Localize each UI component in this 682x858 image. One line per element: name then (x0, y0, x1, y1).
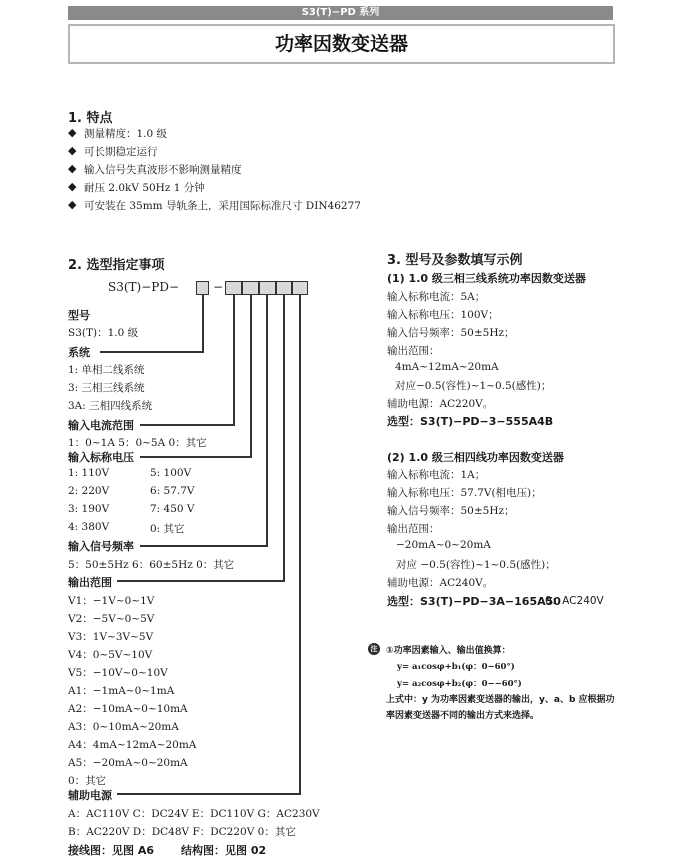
code-box-output (276, 281, 292, 295)
list-item: 0: 其它 (150, 523, 185, 535)
type-label: 型号 (68, 309, 90, 322)
note-formula-2: y= a₂cosφ+b₂(φ：0−−60°) (397, 679, 522, 689)
list-item: 可长期稳定运行 (84, 146, 158, 158)
list-item: 3: 三相三线系统 (68, 382, 145, 394)
note-line-1: ①功率因素输入、输出值换算： (386, 646, 511, 656)
aux-line-2: B：AC220V D：DC48V F：DC220V 0：其它 (68, 826, 296, 838)
list-item: A3：0~10mA~20mA (68, 721, 179, 733)
list-item: 输入标称电压：100V； (387, 309, 499, 321)
list-item: 输入标称电流：5A； (387, 291, 486, 303)
example-1-model: 选型：S3(T)−PD−3−555A4B (387, 415, 554, 428)
example-2-title: (2) 1.0 级三相四线功率因数变送器 (387, 451, 564, 464)
list-item: 3: 190V (68, 503, 110, 515)
list-item: 7: 450 V (150, 503, 195, 515)
code-box-frequency (259, 281, 276, 295)
list-item: 输出范围： (387, 345, 440, 357)
example-2-model: 选型：S3(T)−PD−3A−165A50 (387, 595, 561, 608)
aux-line-1: A：AC110V C：DC24V E：DC110V G：AC230V (68, 808, 320, 820)
features-heading: 1. 特点 (68, 111, 113, 126)
list-item: 4mA~12mA~20mA (395, 361, 499, 373)
features-bullet-icon: ◆ (68, 180, 77, 193)
list-item: 耐压 2.0kV 50Hz 1 分钟 (84, 182, 205, 194)
list-item: 可安装在 35mm 导轨条上，采用国际标准尺寸 DIN46277 (84, 200, 361, 212)
features-bullet-icon: ◆ (68, 126, 77, 139)
structure-diagram-ref: 结构图：见图 02 (181, 844, 267, 857)
model-code: S3(T)−PD− (108, 280, 180, 294)
list-item: V5：−10V~0~10V (68, 667, 168, 679)
list-item: A5：−20mA~0~20mA (68, 757, 188, 769)
list-item: A1：−1mA~0~1mA (68, 685, 175, 697)
list-item: 输出范围： (387, 523, 440, 535)
wiring-diagram-ref: 接线图：见图 A6 (68, 844, 154, 857)
list-item: 1: 110V (68, 467, 110, 479)
list-item: 4: 380V (68, 521, 110, 533)
list-item: 6: 57.7V (150, 485, 195, 497)
note-line-2: 上式中：y 为功率因素变送器的输出，y、a、b 应根据功 (386, 695, 615, 705)
code-box-voltage (242, 281, 259, 295)
list-item: V3：1V~3V~5V (68, 631, 154, 643)
voltage-label: 输入标称电压 (68, 451, 134, 464)
code-box-system (196, 281, 209, 295)
features-bullet-icon: ◆ (68, 162, 77, 175)
list-item: V1：−1V~0~1V (68, 595, 155, 607)
model-dash: − (213, 280, 224, 294)
page-title: 功率因数变送器 (68, 24, 615, 64)
list-item: 输入信号频率：50±5Hz； (387, 327, 515, 339)
frequency-value: 5：50±5Hz 6：60±5Hz 0：其它 (68, 559, 235, 571)
list-item: V2：−5V~0~5V (68, 613, 155, 625)
features-bullet-icon: ◆ (68, 144, 77, 157)
list-item: 输入信号频率：50±5Hz； (387, 505, 515, 517)
series-banner: S3(T)−PD 系列 (68, 6, 613, 20)
current-value: 1：0~1A 5：0~5A 0：其它 (68, 437, 207, 449)
list-item: 输入标称电流：1A； (387, 469, 486, 481)
example-2-model-suffix: 0：AC240V (545, 595, 604, 607)
note-badge: 注 (368, 643, 380, 655)
note-line-3: 率因素变送器不同的输出方式来选择。 (386, 711, 540, 721)
code-box-aux (292, 281, 308, 295)
frequency-label: 输入信号频率 (68, 540, 134, 553)
example-1-title: (1) 1.0 级三相三线系统功率因数变送器 (387, 272, 586, 285)
list-item: 3A: 三相四线系统 (68, 400, 153, 412)
list-item: −20mA~0~20mA (396, 539, 491, 551)
list-item: 对应−0.5(容性)~1~0.5(感性)； (395, 380, 552, 392)
list-item: 输入标称电压：57.7V(相电压)； (387, 487, 542, 499)
list-item: 1: 单相二线系统 (68, 364, 145, 376)
current-label: 输入电流范围 (68, 419, 134, 432)
list-item: 测量精度：1.0 级 (84, 128, 168, 140)
list-item: 辅助电源：AC220V。 (387, 398, 494, 410)
system-label: 系统 (68, 346, 90, 359)
list-item: 5: 100V (150, 467, 192, 479)
list-item: 辅助电源：AC240V。 (387, 577, 494, 589)
type-value: S3(T)：1.0 级 (68, 327, 139, 339)
features-bullet-icon: ◆ (68, 198, 77, 211)
list-item: V4：0~5V~10V (68, 649, 153, 661)
examples-heading: 3. 型号及参数填写示例 (387, 253, 523, 268)
list-item: 输入信号失真波形不影响测量精度 (84, 164, 242, 176)
list-item: 2: 220V (68, 485, 110, 497)
list-item: A4：4mA~12mA~20mA (68, 739, 197, 751)
list-item: 0：其它 (68, 775, 107, 787)
note-formula-1: y= a₁cosφ+b₁(φ：0−60°) (397, 662, 515, 672)
list-item: 对应 −0.5(容性)~1~0.5(感性)； (396, 559, 556, 571)
code-box-current (225, 281, 242, 295)
output-label: 输出范围 (68, 576, 112, 589)
aux-label: 辅助电源 (68, 789, 112, 802)
selection-heading: 2. 选型指定事项 (68, 258, 165, 273)
list-item: A2：−10mA~0~10mA (68, 703, 188, 715)
